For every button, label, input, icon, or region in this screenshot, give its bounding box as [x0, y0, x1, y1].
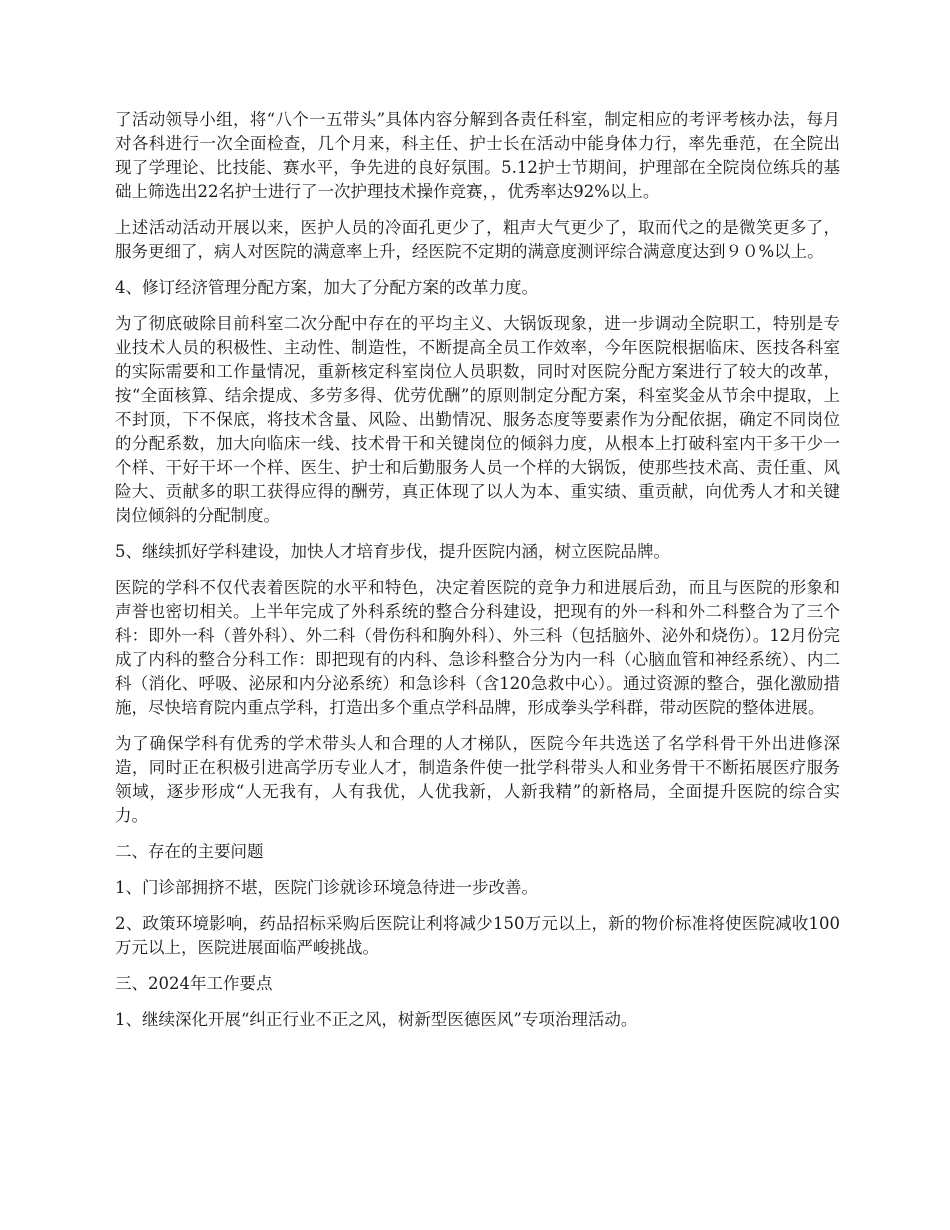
body-paragraph: 了活动领导小组，将“八个一五带头”具体内容分解到各责任科室，制定相应的考评考核办法，每月对各科进行一次全面检查，几个月来，科主任、护士长在活动中能身体力行，率先垂范，在全院出现了学理论、比技能、赛水平，争先进的良好氛围。5.12护士节期间，护理部在全院岗位练兵的基础上筛选出22名护士进行了一次护理技术操作竞赛，，优秀率达92%以上。 — [115, 110, 840, 201]
body-paragraph: 为了确保学科有优秀的学术带头人和合理的人才梯队，医院今年共选送了名学科骨干外出进修深造，同时正在积极引进高学历专业人才，制造条件使一批学科带头人和业务骨干不断拓展医疗服务领域，逐步形成“人无我有，人有我优，人优我新，人新我精”的新格局，全面提升医院的综合实力。 — [115, 734, 840, 825]
section-heading: 4、修订经济管理分配方案，加大了分配方案的改革力度。 — [115, 278, 538, 297]
list-item: 1、门诊部拥挤不堪，医院门诊就诊环境急待进一步改善。 — [115, 878, 538, 897]
section-heading: 二、存在的主要问题 — [115, 842, 264, 861]
body-paragraph: 为了彻底破除目前科室二次分配中存在的平均主义、大锅饭现象，进一步调动全院职工，特别是专业技术人员的积极性、主动性、制造性，不断提高全员工作效率，今年医院根据临床、医技各科室的实际需要和工作量情况，重新核定科室岗位人员职数，同时对医院分配方案进行了较大的改革，按“全面核算、结余提成、多劳多得、优劳优酬”的原则制定分配方案，科室奖金从节余中提取，上不封顶，下不保底，将技术含量、风险、出勤情况、服务态度等要素作为分配依据，确定不同岗位的分配系数，加大向临床一线、技术骨干和关键岗位的倾斜力度，从根本上打破科室内干多干少一个样、干好干坏一个样、医生、护士和后勤服务人员一个样的大锅饭，使那些技术高、责任重、风险大、贡献多的职工获得应得的酬劳，真正体现了以人为本、重实绩、重贡献，向优秀人才和关键岗位倾斜的分配制度。 — [115, 314, 840, 525]
section-heading: 三、2024年工作要点 — [115, 974, 273, 993]
list-item: 2、政策环境影响，药品招标采购后医院让利将减少150万元以上，新的物价标准将使医院减收100万元以上，医院进展面临严峻挑战。 — [115, 914, 840, 957]
body-paragraph: 医院的学科不仅代表着医院的水平和特色，决定着医院的竞争力和进展后劲，而且与医院的形象和声誉也密切相关。上半年完成了外科系统的整合分科建设，把现有的外一科和外二科整合为了三个科：即外一科（普外科）、外二科（骨伤科和胸外科）、外三科（包括脑外、泌外和烧伤）。12月份完成了内科的整合分科工作：即把现有的内科、急诊科整合分为内一科（心脑血管和神经系统）、内二科（消化、呼吸、泌尿和内分泌系统）和急诊科（含120急救中心）。通过资源的整合，强化激励措施，尽快培育院内重点学科，打造出多个重点学科品牌，形成拳头学科群，带动医院的整体进展。 — [115, 578, 840, 717]
body-paragraph: 上述活动活动开展以来，医护人员的冷面孔更少了，粗声大气更少了，取而代之的是微笑更多了，服务更细了，病人对医院的满意率上升，经医院不定期的满意度测评综合满意度达到９０%以上。 — [115, 218, 840, 261]
list-item: 1、继续深化开展“纠正行业不正之风，树新型医德医风”专项治理活动。 — [115, 1010, 638, 1029]
section-heading: 5、继续抓好学科建设，加快人才培育步伐，提升医院内涵，树立医院品牌。 — [115, 542, 670, 561]
